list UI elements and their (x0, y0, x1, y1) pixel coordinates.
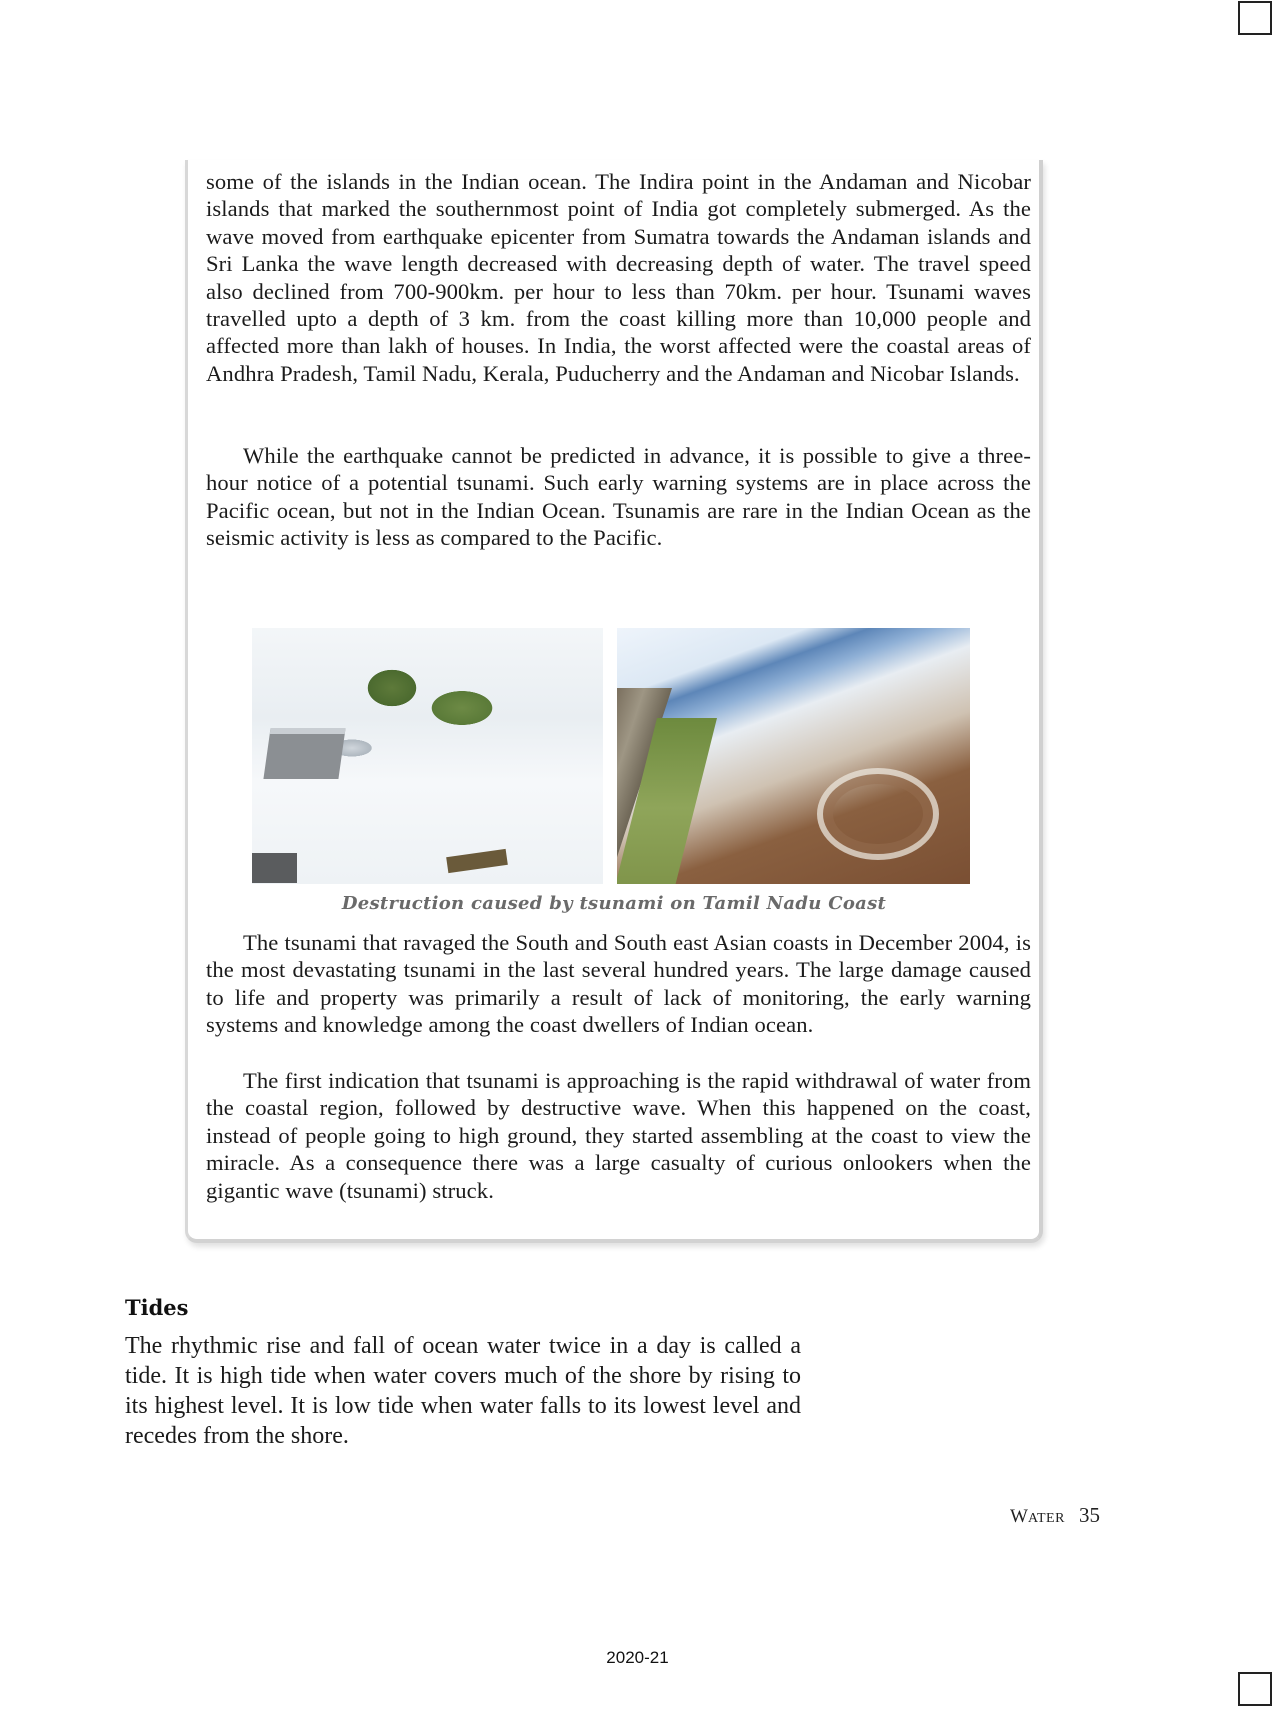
crop-mark-bottom (1238, 1672, 1272, 1706)
edition-year: 2020-21 (606, 1648, 669, 1667)
paragraph-1: some of the islands in the Indian ocean. The Indira point in the Andaman and Nicobar islands that marked the southernmost point of India got completely submerged. As the wave moved from earthquake epicenter from Sumatra towards the Andaman islands and Sri Lanka the wave length decreased with decreasing depth of water. The travel speed also declined from 700-900km. per hour to less than 70km. per hour. Tsunami waves travelled upto a depth of 3 km. from the coast killing more than 10,000 people and affected more than lakh of houses. In India, the worst affected were the coastal areas of Andhra Pradesh, Tamil Nadu, Kerala, Puducherry and the Andaman and Nicobar Islands. (206, 169, 1031, 386)
paragraph-3: The tsunami that ravaged the South and South east Asian coasts in December 2004, is the most devastating tsunami in the last several hundred years. The large damage caused to life and property was primarily a result of lack of monitoring, the early warning systems and knowledge among the coast dwellers of Indian ocean. (206, 930, 1031, 1038)
page-number: 35 (1078, 1503, 1100, 1527)
section-body: The rhythmic rise and fall of ocean water twice in a day is called a tide. It is high tide when water covers much of the shore by rising to its highest level. It is low tide when water falls to its lowest level and recedes from the shore. (125, 1333, 801, 1449)
running-footer (1010, 1503, 1100, 1528)
running-head-initial: W (1010, 1506, 1028, 1527)
tsunami-coast-aerial-photo (617, 628, 970, 884)
crop-mark-top (1238, 1, 1272, 35)
running-head-rest: ATER (1027, 1511, 1065, 1526)
tsunami-flood-photo (252, 628, 603, 884)
figure-caption: Destruction caused by tsunami on Tamil Nadu Coast (341, 893, 887, 914)
paragraph-2: While the earthquake cannot be predicted in advance, it is possible to give a three-hour notice of a potential tsunami. Such early warning systems are in place across the Pacific ocean, but not in the Indian Ocean. Tsunamis are rare in the Indian Ocean as the seismic activity is less as compared to the Pacific. (206, 443, 1031, 551)
section-heading: Tides (125, 1295, 189, 1320)
paragraph-4: The first indication that tsunami is approaching is the rapid withdrawal of water from the coastal region, followed by destructive wave. When this happened on the coast, instead of people going to high ground, they started assembling at the coast to view the miracle. As a consequence there was a large casualty of curious onlookers when the gigantic wave (tsunami) struck. (206, 1068, 1031, 1203)
